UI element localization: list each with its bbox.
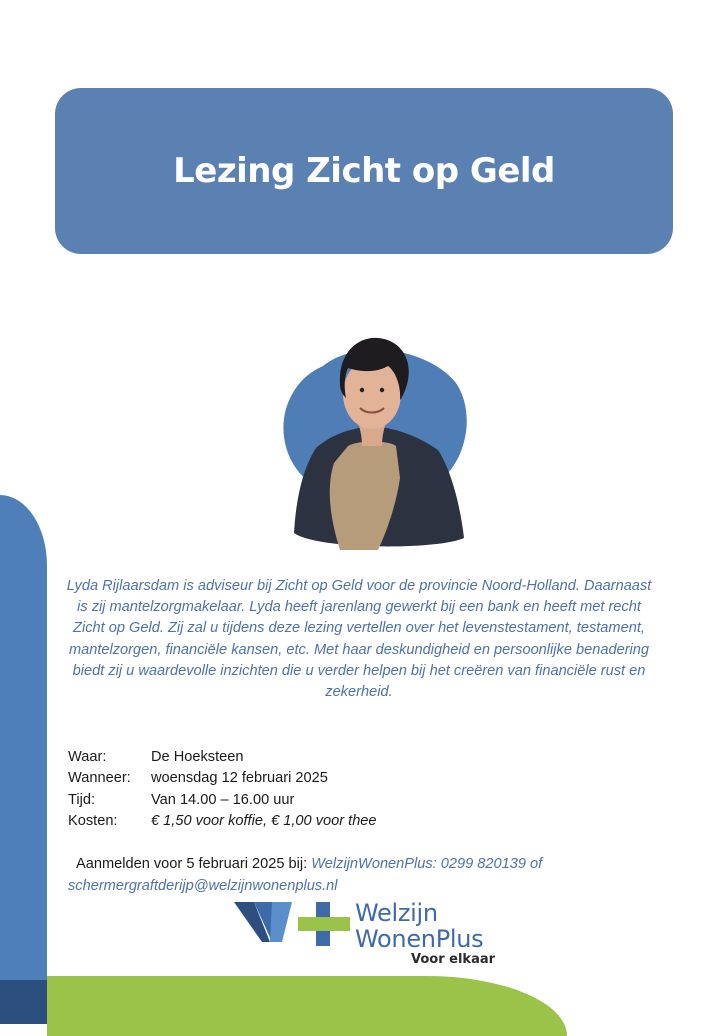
logo-text: [355, 900, 495, 968]
bottom-green-wave: [47, 976, 567, 1036]
registration-email-link[interactable]: schermergraftderijp@welzijnwonenplus.nl: [68, 877, 338, 894]
detail-row-where: [68, 747, 377, 768]
cost-value: € 1,50 voor koffie, € 1,00 voor thee: [151, 812, 377, 829]
time-label: Tijd:: [68, 791, 96, 808]
logo-line-1: Welzijn: [355, 899, 438, 927]
page-title: Lezing Zicht op Geld: [173, 151, 555, 191]
time-value: Van 14.00 – 16.00 uur: [151, 791, 295, 808]
registration-prefix: Aanmelden voor 5 februari 2025 bij:: [76, 856, 308, 872]
registration-contact[interactable]: WelzijnWonenPlus: 0299 820139 of: [311, 856, 543, 872]
left-accent-bar: [0, 495, 47, 1024]
logo-w-light: [270, 902, 292, 942]
cost-label: Kosten:: [68, 812, 118, 829]
detail-row-when: [68, 768, 377, 789]
where-value: De Hoeksteen: [151, 749, 244, 765]
logo-tagline: Voor elkaar: [411, 952, 496, 967]
event-details: [68, 747, 377, 832]
when-label: Wanneer:: [68, 770, 131, 787]
eye-left: [360, 388, 364, 392]
logo-line-2: WonenPlus: [355, 925, 484, 953]
detail-row-time: [68, 790, 377, 811]
title-banner: [55, 88, 673, 254]
left-accent-corner: [0, 980, 47, 1024]
logo-plus-horizontal: [298, 917, 350, 931]
detail-row-cost: [68, 811, 377, 832]
when-value: woensdag 12 februari 2025: [151, 770, 328, 787]
where-label: Waar:: [68, 749, 107, 765]
speaker-bio: Lyda Rijlaarsdam is adviseur bij Zicht op Geld voor de provincie Noord-Holland. Daarnaast is zij mantelzorgmakelaar. Lyda heeft jarenlang gewerkt bij een bank en heeft met recht Zicht op Geld. Zij zal u tijdens deze lezing vertellen over het levenstestament, testament, mantelzorgen, financiële kansen, etc. Met haar deskundigheid en persoonlijke benadering biedt zij u waardevolle inzichten die u verder helpen bij het creëren van financiële rust en zekerheid.: [66, 578, 652, 701]
speaker-photo: [278, 328, 468, 550]
registration-info: [68, 854, 668, 897]
eye-right: [380, 388, 384, 392]
